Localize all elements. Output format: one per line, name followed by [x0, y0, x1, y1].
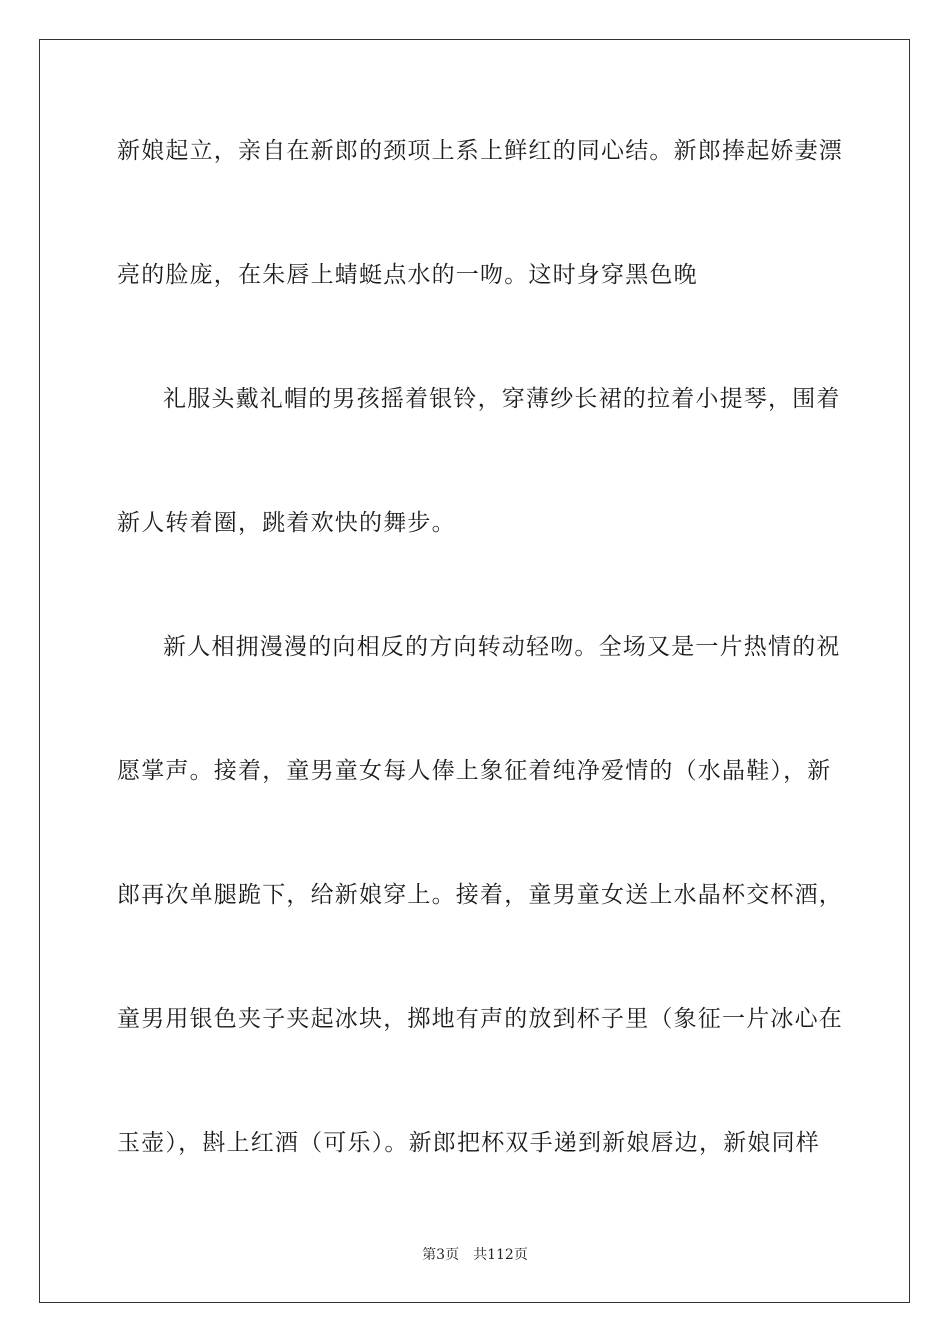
total-pages: 共112页 [473, 1247, 528, 1263]
paragraph-line: 新人转着圈，跳着欢快的舞步。 [117, 510, 456, 536]
paragraph-line: 童男用银色夹子夹起冰块，掷地有声的放到杯子里（象征一片冰心在 [117, 1006, 843, 1032]
page-footer [0, 1246, 950, 1264]
paragraph-line: 亮的脸庞，在朱唇上蜻蜓点水的一吻。这时身穿黑色晚 [117, 262, 698, 288]
page-border [39, 39, 910, 1303]
paragraph-line: 郎再次单腿跪下，给新娘穿上。接着，童男童女送上水晶杯交杯酒， [117, 882, 843, 908]
paragraph-line: 礼服头戴礼帽的男孩摇着银铃，穿薄纱长裙的拉着小提琴，围着 [163, 386, 841, 412]
paragraph-line: 玉壶），斟上红酒（可乐）。新郎把杯双手递到新娘唇边，新娘同样 [117, 1130, 820, 1156]
paragraph-line: 愿掌声。接着，童男童女每人俸上象征着纯净爱情的（水晶鞋），新 [117, 758, 832, 784]
paragraph-line: 新娘起立，亲自在新郎的颈项上系上鲜红的同心结。新郎捧起娇妻漂 [117, 138, 843, 164]
page-number: 第3页 [422, 1247, 460, 1263]
paragraph-line: 新人相拥漫漫的向相反的方向转动轻吻。全场又是一片热情的祝 [163, 634, 841, 660]
